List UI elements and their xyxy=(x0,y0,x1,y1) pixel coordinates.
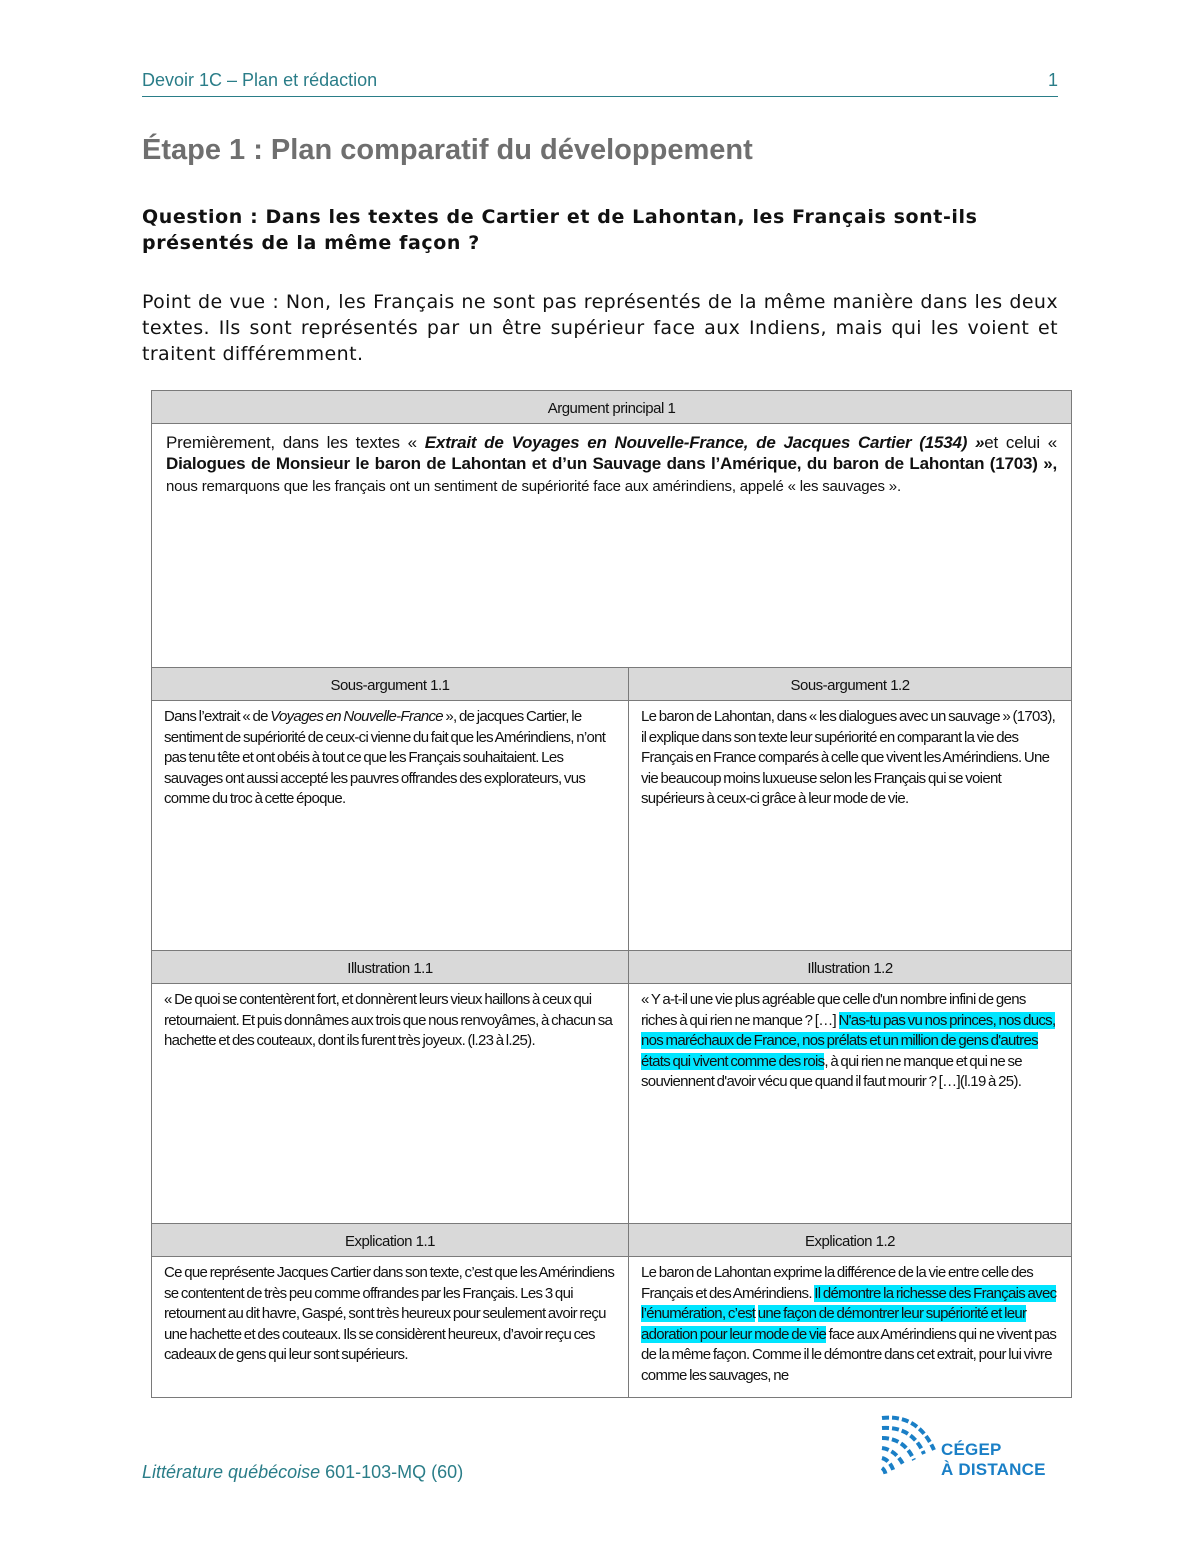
main-argument-header xyxy=(152,391,1072,424)
voyages-title: Voyages en Nouvelle-France xyxy=(270,708,443,725)
explication-part: face aux Amérindiens qui ne vivent pas de la même façon. Comme il le démontre dans cet extrait, pour lui vivre comme les sauvages, ne xyxy=(641,1325,1057,1384)
page-header xyxy=(142,70,1058,97)
sub-argument-part: », de jacques Cartier, le sentiment de supériorité de ceux-ci vienne du fait que les Amérindiens, n’ont pas tenu tête et ont obéis à tout ce que les Français souhaitaient. Les sauvages ont aussi accepté les pauvres offrandes des explorateurs, vus comme du troc à cette époque. xyxy=(164,708,606,807)
sub-argument-1-1-cell xyxy=(152,701,629,951)
cegep-logo-text xyxy=(941,1440,1046,1480)
sub-argument-1-2-cell: Le baron de Lahontan, dans « les dialogues avec un sauvage » (1703), il explique dans son texte leur supériorité en comparant la vie des Français en France comparés à celle que vivent les Amérindiens. Une vie beaucoup moins luxueuse selon les Français qui se voient supérieurs à ceux-ci grâce à leur mode de vie. xyxy=(629,701,1072,951)
illustration-part: « Y a-t-il une vie plus agréable que celle d'un nombre infini de gens riches à qui rien ne manque ? […] xyxy=(641,991,1026,1029)
sub-argument-1-1-header xyxy=(152,668,629,701)
logo-line-1: CÉGEP xyxy=(941,1440,1002,1459)
illustration-1-2-label: Illustration 1.2 xyxy=(807,959,893,977)
illustration-part: , à qui rien ne manque et qui ne se souviennent d'avoir vécu que quand il faut mourir ? […](l.19 à 25). xyxy=(641,1052,1022,1090)
highlighted-quote: N'as-tu pas vu nos princes, nos ducs, nos maréchaux de France, nos prélats et un million de gens d'autres états qui vivent comme des rois xyxy=(641,1011,1056,1070)
main-argument-header-label: Argument principal 1 xyxy=(547,399,676,417)
sub-argument-1-2-header xyxy=(629,668,1072,701)
explication-1-1-label: Explication 1.1 xyxy=(344,1232,436,1250)
course-name: Littérature québécoise xyxy=(142,1462,321,1482)
page-footer xyxy=(142,1462,463,1483)
sub-argument-1-2-label: Sous-argument 1.2 xyxy=(790,676,910,694)
page-number: 1 xyxy=(1047,70,1058,90)
main-argument-cell xyxy=(152,424,1072,668)
illustration-1-1-cell: « De quoi se contentèrent fort, et donnèrent leurs vieux haillons à ceux qui retournaient. Et puis donnâmes aux trois que nous renvoyâmes, à chacun sa hachette et des couteaux, dont ils furent très joyeux. (l.23 à l.25). xyxy=(152,984,629,1224)
illustration-1-1-label: Illustration 1.1 xyxy=(347,959,433,977)
explication-1-2-label: Explication 1.2 xyxy=(804,1232,896,1250)
sub-argument-part: Dans l’extrait « de xyxy=(164,708,271,725)
highlighted-explication: Il démontre la richesse des Français avec l’énumération, c’est xyxy=(641,1284,1057,1322)
question-text: Question : Dans les textes de Cartier et de Lahontan, les Français sont-ils présentés de la même façon ? xyxy=(142,206,978,254)
explication-1-1-header xyxy=(152,1224,629,1257)
sub-argument-1-1-label: Sous-argument 1.1 xyxy=(330,676,450,694)
explication-1-1-cell: Ce que représente Jacques Cartier dans son texte, c’est que les Amérindiens se contentent de très peu comme offrandes par les Français. Les 3 qui retournent au dit havre, Gaspé, sont très heureux pour seulement avoir reçu une hachette et des couteaux. Ils se considèrent heureux, d’avoir reçu ces cadeaux de gens qui leur sont supérieurs. xyxy=(152,1257,629,1398)
illustration-1-1-header xyxy=(152,951,629,984)
point-of-view-text: Point de vue : Non, les Français ne sont pas représentés de la même manière dans les deux textes. Ils sont représentés par un être supérieur face aux Indiens, mais qui les voient et traitent différemment. xyxy=(142,291,1058,365)
header-title: Devoir 1C – Plan et rédaction xyxy=(142,70,378,90)
main-argument-part: Premièrement, dans les textes « xyxy=(166,433,425,452)
comparative-plan-table xyxy=(151,390,1072,1398)
explication-1-2-header xyxy=(629,1224,1072,1257)
illustration-1-2-header xyxy=(629,951,1072,984)
page-title: Étape 1 : Plan comparatif du développement xyxy=(142,134,753,166)
logo-line-2: À DISTANCE xyxy=(941,1460,1046,1479)
main-argument-part: nous remarquons que les français ont un sentiment de supériorité face aux amérindiens, appelé « les sauvages ». xyxy=(166,478,901,495)
highlighted-explication: une façon de démontrer leur supériorité et leur adoration pour leur mode de vie xyxy=(641,1305,1027,1343)
explication-part: Le baron de Lahontan exprime la différence de la vie entre celle des Français et des Amérindiens. xyxy=(641,1264,1034,1302)
lahontan-text-title: Dialogues de Monsieur le baron de Lahontan et d’un Sauvage dans l’Amérique, du baron de Lahontan (1703) », xyxy=(166,454,1058,473)
course-code: 601-103-MQ (60) xyxy=(320,1462,464,1482)
illustration-1-2-cell xyxy=(629,984,1072,1224)
main-argument-part: et celui « xyxy=(984,433,1058,452)
explication-1-2-cell xyxy=(629,1257,1072,1398)
cartier-text-title: Extrait de Voyages en Nouvelle-France, de Jacques Cartier (1534) » xyxy=(424,433,985,452)
